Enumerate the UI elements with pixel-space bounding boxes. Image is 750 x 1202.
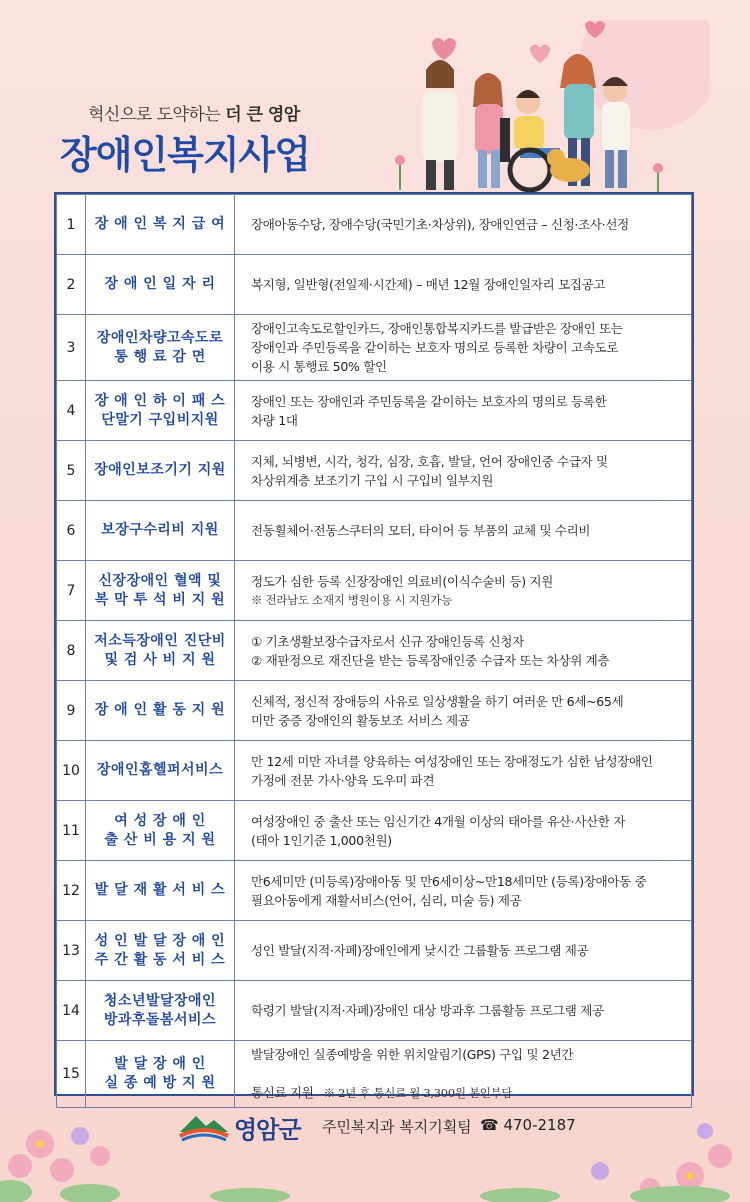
row-number: 8	[57, 621, 86, 681]
footer	[0, 1096, 750, 1202]
description-line: 만6세미만 (미등록)장애아동 및 만6세이상~만18세미만 (등록)장애아동 중	[251, 873, 647, 889]
row-number: 1	[57, 195, 86, 255]
table-row	[57, 681, 692, 741]
subtitle	[88, 100, 300, 125]
row-number: 10	[57, 741, 86, 801]
table-row	[57, 561, 692, 621]
description-line: 미만 중증 장애인의 활동보조 서비스 제공	[251, 712, 470, 728]
table-row	[57, 981, 692, 1041]
description-line: 학령기 발달(지적·자폐)장애인 대상 방과후 그룹활동 프로그램 제공	[251, 1003, 604, 1018]
row-number: 6	[57, 501, 86, 561]
program-name: 장 애 인 복 지 급 여	[86, 195, 235, 255]
program-name: 신장장애인 혈액 및 복 막 투 석 비 지 원	[86, 561, 235, 621]
program-name: 여 성 장 애 인 출 산 비 용 지 원	[86, 801, 235, 861]
row-number: 15	[57, 1041, 86, 1108]
row-number: 5	[57, 441, 86, 501]
program-name: 장애인차량고속도로 통 행 료 감 면	[86, 315, 235, 381]
program-name: 장 애 인 일 자 리	[86, 255, 235, 315]
program-description	[235, 921, 692, 981]
program-name: 장애인보조기기 지원	[86, 441, 235, 501]
program-description	[235, 681, 692, 741]
description-line: 성인 발달(지적·자폐)장애인에게 낮시간 그룹활동 프로그램 제공	[251, 943, 589, 958]
table-row	[57, 381, 692, 441]
description-line: 차상위계층 보조기기 구입 시 구입비 일부지원	[251, 472, 494, 488]
program-description	[235, 741, 692, 801]
table-row	[57, 195, 692, 255]
program-name: 보장구수리비 지원	[86, 501, 235, 561]
description-line: 차량 1대	[251, 412, 298, 428]
subtitle-bold: 더 큰 영암	[225, 105, 300, 125]
program-name: 발 달 재 활 서 비 스	[86, 861, 235, 921]
description-line: 가정에 전문 가사·양육 도우미 파견	[251, 772, 435, 788]
welfare-table	[54, 192, 694, 1100]
description-line: 지체, 뇌병변, 시각, 청각, 심장, 호흡, 발달, 언어 장애인중 수급자 및	[251, 453, 608, 469]
table-row	[57, 921, 692, 981]
program-description	[235, 315, 692, 381]
description-line: 복지형, 일반형(전일제·시간제) – 매년 12월 장애인일자리 모집공고	[251, 277, 606, 292]
phone-number: ☎ 470-2187	[480, 1116, 576, 1134]
description-line: 만 12세 미만 자녀를 양육하는 여성장애인 또는 장애정도가 심한 남성장애인	[251, 753, 653, 769]
row-number: 13	[57, 921, 86, 981]
row-number: 12	[57, 861, 86, 921]
welfare-table-grid	[56, 194, 692, 1108]
program-description	[235, 621, 692, 681]
table-row	[57, 801, 692, 861]
description-line: 정도가 심한 등록 신장장애인 의료비(이식수술비 등) 지원	[251, 573, 554, 589]
program-description	[235, 441, 692, 501]
description-note: ※ 전라남도 소재지 병원이용 시 지원가능	[251, 592, 452, 607]
logo-text: 영암군	[234, 1116, 301, 1144]
row-number: 11	[57, 801, 86, 861]
department-name: 주민복지과 복지기획팀	[322, 1118, 472, 1136]
program-description	[235, 255, 692, 315]
table-row	[57, 315, 692, 381]
description-line: ② 재판정으로 재진단을 받는 등록장애인중 수급자 또는 차상위 계층	[251, 652, 610, 668]
table-row	[57, 621, 692, 681]
program-description	[235, 801, 692, 861]
description-line: 장애아동수당, 장애수당(국민기초·차상위), 장애인연금 – 신청·조사·선정	[251, 217, 629, 232]
program-name: 저소득장애인 진단비 및 검 사 비 지 원	[86, 621, 235, 681]
description-line: 여성장애인 중 출산 또는 임신기간 4개월 이상의 태아를 유산·사산한 자	[251, 813, 626, 829]
table-row	[57, 255, 692, 315]
description-line: 장애인과 주민등록을 같이하는 보호자 명의로 등록한 차량이 고속도로	[251, 340, 619, 355]
description-line: 필요아동에게 재활서비스(언어, 심리, 미술 등) 제공	[251, 892, 522, 908]
description-line: 전동휠체어·전동스쿠터의 모터, 타이어 등 부품의 교체 및 수리비	[251, 523, 591, 538]
mountain-logo-icon	[178, 1110, 230, 1142]
program-description	[235, 861, 692, 921]
header	[0, 0, 750, 190]
description-line: 신체적, 정신적 장애등의 사유로 일상생활을 하기 여러운 만 6세~65세	[251, 693, 624, 709]
table-row	[57, 741, 692, 801]
row-number: 9	[57, 681, 86, 741]
description-line: (태아 1인기준 1,000천원)	[251, 832, 392, 848]
program-description	[235, 501, 692, 561]
program-description	[235, 561, 692, 621]
table-row	[57, 501, 692, 561]
row-number: 7	[57, 561, 86, 621]
program-description	[235, 981, 692, 1041]
program-description	[235, 195, 692, 255]
program-name: 장애인홈헬퍼서비스	[86, 741, 235, 801]
program-name: 청소년발달장애인 방과후돌봄서비스	[86, 981, 235, 1041]
program-name: 장 애 인 하 이 패 스 단말기 구입비지원	[86, 381, 235, 441]
program-description	[235, 381, 692, 441]
program-name: 성 인 발 달 장 애 인 주 간 활 동 서 비 스	[86, 921, 235, 981]
flower-decoration	[0, 1096, 750, 1202]
row-number: 4	[57, 381, 86, 441]
description-line: 통신료 지원	[251, 1085, 314, 1100]
description-line: 장애인고속도로할인카드, 장애인통합복지카드를 발급받은 장애인 또는	[251, 321, 623, 336]
description-line: ① 기초생활보장수급자로서 신규 장애인등록 신청자	[251, 633, 524, 649]
program-name: 장 애 인 활 동 지 원	[86, 681, 235, 741]
table-row	[57, 441, 692, 501]
description-line: 이용 시 통행료 50% 할인	[251, 359, 387, 374]
page-title: 장애인복지사업	[60, 133, 310, 177]
county-logo	[178, 1110, 301, 1144]
description-line: 장애인 또는 장애인과 주민등록을 같이하는 보호자의 명의로 등록한	[251, 393, 607, 409]
table-row	[57, 861, 692, 921]
program-name: 발 달 장 애 인 실 종 예 방 지 원	[86, 1041, 235, 1108]
description-note: ※ 2년 후 통신료 월 3,300원 본인부담	[323, 1086, 513, 1100]
row-number: 3	[57, 315, 86, 381]
subtitle-prefix: 혁신으로 도약하는	[88, 105, 226, 125]
row-number: 2	[57, 255, 86, 315]
description-line: 발달장애인 실종예방을 위한 위치알림기(GPS) 구입 및 2년간	[251, 1047, 574, 1062]
row-number: 14	[57, 981, 86, 1041]
people-illustration	[380, 20, 710, 195]
